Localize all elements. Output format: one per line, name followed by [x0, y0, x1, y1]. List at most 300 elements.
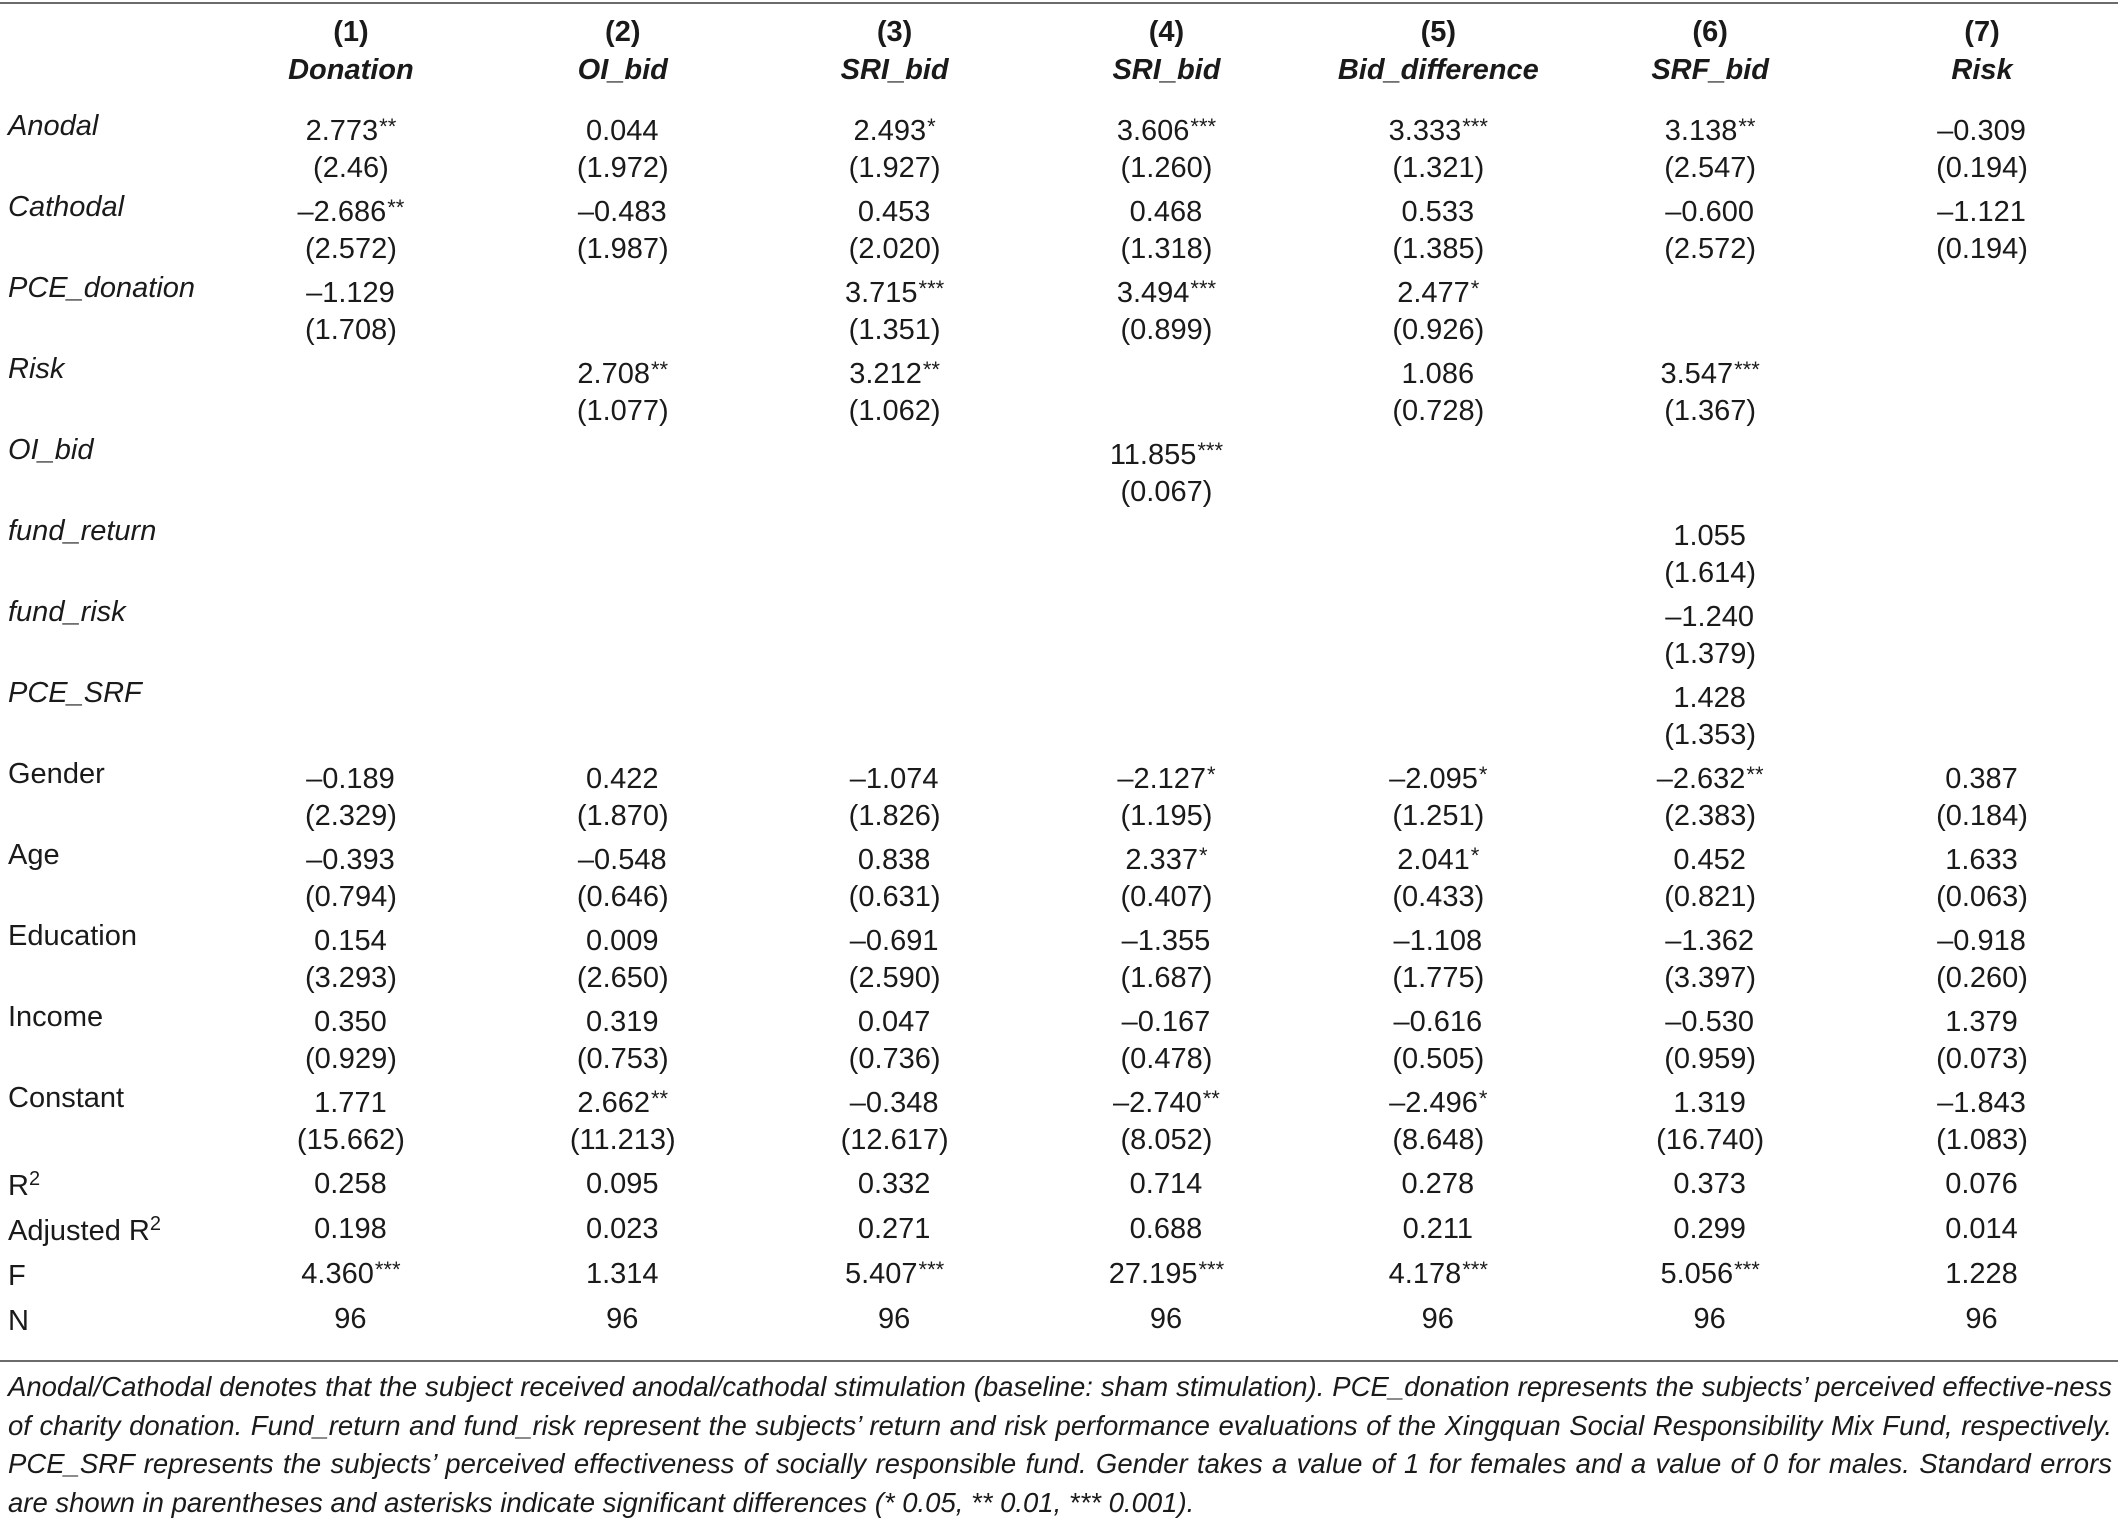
- standard-error: (0.929): [304, 1043, 397, 1075]
- coefficient-line: [1846, 756, 2118, 798]
- coefficient-line: [759, 999, 1031, 1041]
- coefficient-cell: [1574, 918, 1846, 999]
- standard-error: (2.020): [848, 233, 941, 265]
- coefficient-line: [487, 270, 759, 312]
- coefficient-cell: [1031, 189, 1303, 270]
- coefficient-line: [759, 513, 1031, 555]
- significance-stars: *: [1470, 843, 1480, 868]
- standard-error: (0.794): [304, 881, 397, 913]
- stat-value: 0.211: [1402, 1213, 1473, 1245]
- standard-error: (1.708): [304, 314, 397, 346]
- significance-stars: **: [387, 195, 405, 220]
- column-header: (4) SRI_bid: [1112, 16, 1221, 86]
- coefficient-line: [487, 513, 759, 555]
- standard-error: (2.572): [304, 233, 397, 265]
- coefficient-value: –1.074: [849, 763, 939, 795]
- coefficient-value: 0.453: [857, 196, 931, 228]
- stat-label: [0, 1296, 215, 1341]
- stat-value: 96: [1421, 1303, 1454, 1335]
- coefficient-cell: [215, 108, 487, 189]
- coefficient-value: –2.127: [1117, 763, 1207, 795]
- coefficient-line: [759, 675, 1031, 717]
- coefficient-line: [1846, 594, 2118, 636]
- coefficient-line: [1302, 918, 1574, 960]
- table-row: [0, 918, 2118, 999]
- coefficient-value: 3.333: [1388, 115, 1462, 147]
- coefficient-line: [759, 432, 1031, 474]
- coefficient-line: [1574, 756, 1846, 798]
- significance-stars: ***: [374, 1257, 401, 1282]
- stat-value: 5.056: [1660, 1258, 1734, 1290]
- coefficient-line: [1574, 270, 1846, 312]
- coefficient-cell: [487, 837, 759, 918]
- standard-error: (2.650): [576, 962, 669, 994]
- stat-label: [0, 1206, 215, 1251]
- coefficient-line: [759, 189, 1031, 231]
- stat-value: 27.195: [1108, 1258, 1198, 1290]
- stat-row: [0, 1161, 2118, 1206]
- coefficient-value: 1.379: [1945, 1006, 2018, 1038]
- table-row: [0, 270, 2118, 351]
- coefficient-cell: [1846, 918, 2118, 999]
- coefficient-cell: [215, 999, 487, 1080]
- coefficient-cell: [487, 999, 759, 1080]
- stat-value: 0.299: [1673, 1213, 1746, 1245]
- coefficient-cell: [759, 270, 1031, 351]
- standard-error: (2.329): [304, 800, 397, 832]
- column-header: (2) OI_bid: [577, 16, 668, 86]
- stat-cell: [1031, 1296, 1303, 1341]
- standard-error: (0.433): [1392, 881, 1485, 913]
- coefficient-line: [487, 675, 759, 717]
- coefficient-line: [1846, 918, 2118, 960]
- coefficient-value: –0.309: [1937, 115, 2026, 147]
- coefficient-cell: [1031, 108, 1303, 189]
- stat-value: 0.198: [314, 1213, 387, 1245]
- stat-label: [0, 1251, 215, 1296]
- coefficient-line: [1031, 756, 1303, 798]
- stat-cell: [215, 1206, 487, 1251]
- coefficient-cell: [1302, 918, 1574, 999]
- stat-value: 96: [877, 1303, 911, 1335]
- significance-stars: ***: [1197, 438, 1224, 463]
- stat-cell: [1574, 1296, 1846, 1341]
- row-label: Education: [8, 920, 137, 952]
- stat-row: [0, 1251, 2118, 1296]
- standard-error: (0.505): [1392, 1043, 1485, 1075]
- stat-cell: [487, 1206, 759, 1251]
- stat-cell: [487, 1296, 759, 1341]
- stat-cell: [487, 1161, 759, 1206]
- coefficient-cell: [1031, 513, 1303, 594]
- significance-stars: *: [1207, 762, 1216, 787]
- coefficient-cell: [1846, 594, 2118, 675]
- row-label: fund_return: [8, 515, 157, 547]
- coefficient-cell: [1031, 837, 1303, 918]
- standard-error: (8.052): [1120, 1124, 1213, 1156]
- coefficient-cell: [759, 108, 1031, 189]
- significance-stars: ***: [918, 276, 945, 301]
- significance-stars: **: [1738, 114, 1756, 139]
- coefficient-value: 0.468: [1129, 196, 1203, 228]
- standard-error: (0.184): [1936, 800, 2028, 832]
- coefficient-line: [1574, 594, 1846, 636]
- coefficient-cell: [759, 594, 1031, 675]
- coefficient-cell: [1031, 756, 1303, 837]
- standard-error: (1.353): [1664, 719, 1757, 751]
- standard-error: (0.063): [1936, 881, 2028, 913]
- significance-stars: ***: [1462, 1257, 1488, 1282]
- coefficient-line: [1846, 351, 2118, 393]
- standard-error: (0.407): [1120, 881, 1213, 913]
- coefficient-value: 2.493: [853, 115, 927, 147]
- coefficient-line: [1302, 675, 1574, 717]
- stat-cell: [1574, 1251, 1846, 1296]
- coefficient-line: [1302, 270, 1574, 312]
- coefficient-cell: [759, 675, 1031, 756]
- coefficient-cell: [1574, 756, 1846, 837]
- coefficient-cell: [487, 513, 759, 594]
- table-row: [0, 432, 2118, 513]
- row-label: Income: [8, 1001, 104, 1033]
- footnote-text: Anodal/Cathodal denotes that the subject received anodal/cathodal stimulation (baseline: sham stimulation). PCE_donation represents the subjects’ perceived effective-ness of charity donation. Fund_return and fund_risk represent the subjects’ return and risk performance evaluations of the Xingquan Social Responsibility Mix Fund, respectively. PCE_SRF represents the subjects’ perceived effectiveness of socially responsible fund. Gender takes a value of 1 for females and a value of 0 for males. Standard errors are shown in parentheses and asterisks indicate significant differences (* 0.05, ** 0.01, *** 0.001).: [8, 1371, 2112, 1518]
- coefficient-value: 0.387: [1945, 763, 2018, 795]
- standard-error: (1.077): [576, 395, 669, 427]
- standard-error: (1.321): [1392, 152, 1485, 184]
- standard-error: (3.397): [1664, 962, 1757, 994]
- row-label: Gender: [8, 758, 105, 790]
- coefficient-line: [215, 351, 487, 393]
- significance-stars: ***: [1190, 114, 1217, 139]
- coefficient-cell: [1846, 756, 2118, 837]
- standard-error: (0.194): [1936, 152, 2028, 184]
- coefficient-value: –2.686: [297, 196, 387, 228]
- coefficient-cell: [1302, 351, 1574, 432]
- coefficient-line: [1302, 999, 1574, 1041]
- stat-value: 96: [1965, 1303, 1998, 1335]
- coefficient-cell: [1574, 351, 1846, 432]
- row-label: Cathodal: [8, 191, 125, 223]
- standard-error: (1.195): [1120, 800, 1213, 832]
- stat-value: 0.023: [585, 1213, 659, 1245]
- standard-error: (1.367): [1664, 395, 1757, 427]
- stat-cell: [1031, 1206, 1303, 1251]
- regression-table: [0, 13, 2118, 1341]
- coefficient-line: [215, 108, 487, 150]
- standard-error: (2.46): [313, 152, 389, 184]
- coefficient-value: –1.355: [1121, 925, 1211, 957]
- coefficient-value: 2.662: [577, 1087, 650, 1119]
- coefficient-value: 3.715: [844, 277, 918, 309]
- coefficient-cell: [1574, 108, 1846, 189]
- coefficient-cell: [487, 432, 759, 513]
- table-row: [0, 108, 2118, 189]
- stat-cell: [487, 1251, 759, 1296]
- standard-error: (1.318): [1120, 233, 1213, 265]
- coefficient-value: 1.428: [1673, 682, 1746, 714]
- coefficient-line: [759, 837, 1031, 879]
- coefficient-cell: [215, 837, 487, 918]
- stat-cell: [1031, 1251, 1303, 1296]
- coefficient-value: –0.530: [1665, 1006, 1754, 1038]
- standard-error: (12.617): [840, 1124, 949, 1156]
- coefficient-value: –2.632: [1656, 763, 1746, 795]
- coefficient-value: 1.086: [1401, 358, 1475, 390]
- standard-error: (1.351): [848, 314, 941, 346]
- stat-label-superscript: 2: [149, 1213, 161, 1235]
- standard-error: (0.194): [1936, 233, 2028, 265]
- coefficient-line: [1031, 918, 1303, 960]
- stat-cell: [1302, 1161, 1574, 1206]
- stat-label-text: F: [8, 1260, 26, 1292]
- coefficient-line: [1574, 513, 1846, 555]
- coefficient-cell: [759, 189, 1031, 270]
- coefficient-cell: [1846, 270, 2118, 351]
- coefficient-cell: [215, 189, 487, 270]
- header-label-cell: [0, 13, 215, 108]
- header-row: [0, 13, 2118, 108]
- coefficient-line: [215, 918, 487, 960]
- standard-error: (0.821): [1664, 881, 1757, 913]
- significance-stars: **: [1202, 1086, 1220, 1111]
- coefficient-cell: [1031, 432, 1303, 513]
- coefficient-cell: [1302, 837, 1574, 918]
- significance-stars: *: [1470, 276, 1480, 301]
- coefficient-value: 0.533: [1401, 196, 1475, 228]
- table-row: [0, 999, 2118, 1080]
- coefficient-value: –2.740: [1113, 1087, 1202, 1119]
- coefficient-value: –1.108: [1393, 925, 1483, 957]
- coefficient-cell: [759, 1080, 1031, 1161]
- table-row: [0, 675, 2118, 756]
- coefficient-cell: [1031, 999, 1303, 1080]
- significance-stars: ***: [1734, 357, 1760, 382]
- coefficient-line: [1031, 108, 1303, 150]
- coefficient-cell: [215, 513, 487, 594]
- coefficient-line: [487, 189, 759, 231]
- row-label: Risk: [8, 353, 65, 385]
- coefficient-cell: [1574, 999, 1846, 1080]
- standard-error: (16.740): [1656, 1124, 1765, 1156]
- column-header: (3) SRI_bid: [840, 16, 949, 86]
- stat-value: 0.373: [1673, 1168, 1746, 1200]
- significance-stars: *: [1478, 762, 1488, 787]
- coefficient-cell: [759, 351, 1031, 432]
- coefficient-value: 2.337: [1125, 844, 1198, 876]
- stat-value: 0.332: [857, 1168, 931, 1200]
- row-label: Anodal: [8, 110, 99, 142]
- significance-stars: **: [650, 1086, 669, 1111]
- coefficient-line: [1031, 594, 1303, 636]
- coefficient-value: –0.600: [1665, 196, 1754, 228]
- coefficient-cell: [215, 594, 487, 675]
- coefficient-cell: [1302, 432, 1574, 513]
- coefficient-line: [1031, 270, 1303, 312]
- row-label: fund_risk: [8, 596, 126, 628]
- coefficient-cell: [1574, 432, 1846, 513]
- coefficient-cell: [759, 756, 1031, 837]
- coefficient-line: [1574, 675, 1846, 717]
- standard-error: (2.572): [1664, 233, 1757, 265]
- coefficient-line: [1031, 432, 1303, 474]
- coefficient-line: [1846, 513, 2118, 555]
- standard-error: (3.293): [304, 962, 397, 994]
- coefficient-value: 0.422: [585, 763, 659, 795]
- standard-error: (0.067): [1120, 476, 1213, 508]
- standard-error: (1.614): [1664, 557, 1757, 589]
- coefficient-cell: [759, 999, 1031, 1080]
- stat-cell: [759, 1206, 1031, 1251]
- coefficient-cell: [759, 513, 1031, 594]
- coefficient-value: –0.918: [1937, 925, 2026, 957]
- coefficient-value: 3.138: [1664, 115, 1738, 147]
- coefficient-line: [1574, 351, 1846, 393]
- stat-value: 96: [1149, 1303, 1183, 1335]
- coefficient-value: 0.154: [314, 925, 387, 957]
- coefficient-cell: [215, 1080, 487, 1161]
- coefficient-line: [1302, 513, 1574, 555]
- standard-error: (1.775): [1392, 962, 1485, 994]
- coefficient-line: [1031, 189, 1303, 231]
- coefficient-line: [759, 918, 1031, 960]
- row-label: Constant: [8, 1082, 125, 1114]
- row-label: PCE_donation: [8, 272, 196, 304]
- coefficient-line: [215, 432, 487, 474]
- coefficient-line: [487, 1080, 759, 1122]
- stat-cell: [1031, 1161, 1303, 1206]
- coefficient-line: [1574, 837, 1846, 879]
- standard-error: (2.383): [1664, 800, 1757, 832]
- stat-value: 0.688: [1129, 1213, 1203, 1245]
- standard-error: (2.590): [848, 962, 941, 994]
- standard-error: (1.987): [576, 233, 669, 265]
- stat-cell: [1574, 1206, 1846, 1251]
- stat-cell: [1846, 1161, 2118, 1206]
- coefficient-value: 2.041: [1397, 844, 1470, 876]
- coefficient-cell: [1302, 675, 1574, 756]
- coefficient-value: 1.055: [1673, 520, 1746, 552]
- coefficient-cell: [1031, 351, 1303, 432]
- standard-error: (0.728): [1392, 395, 1485, 427]
- standard-error: (1.379): [1664, 638, 1757, 670]
- stat-value: 0.014: [1945, 1213, 2018, 1245]
- coefficient-cell: [487, 675, 759, 756]
- stat-cell: [759, 1251, 1031, 1296]
- coefficient-line: [487, 756, 759, 798]
- coefficient-line: [215, 270, 487, 312]
- coefficient-line: [1846, 108, 2118, 150]
- coefficient-cell: [487, 189, 759, 270]
- coefficient-value: –0.691: [849, 925, 939, 957]
- top-rule: [0, 2, 2118, 4]
- coefficient-line: [487, 594, 759, 636]
- stat-cell: [1846, 1206, 2118, 1251]
- coefficient-line: [215, 513, 487, 555]
- standard-error: (1.687): [1120, 962, 1213, 994]
- coefficient-cell: [487, 756, 759, 837]
- significance-stars: **: [1746, 762, 1764, 787]
- standard-error: (0.736): [848, 1043, 941, 1075]
- coefficient-line: [759, 108, 1031, 150]
- coefficient-cell: [1031, 594, 1303, 675]
- coefficient-line: [1302, 594, 1574, 636]
- column-header: (6) SRF_bid: [1651, 16, 1769, 86]
- coefficient-line: [215, 756, 487, 798]
- coefficient-cell: [759, 432, 1031, 513]
- significance-stars: *: [1198, 843, 1208, 868]
- table-row: [0, 756, 2118, 837]
- coefficient-value: 3.547: [1660, 358, 1734, 390]
- coefficient-line: [1574, 432, 1846, 474]
- coefficient-value: 0.319: [585, 1006, 659, 1038]
- coefficient-value: –0.393: [306, 844, 395, 876]
- coefficient-line: [1846, 270, 2118, 312]
- stat-value: 5.407: [844, 1258, 918, 1290]
- stat-cell: [215, 1161, 487, 1206]
- coefficient-line: [487, 432, 759, 474]
- coefficient-value: –0.189: [306, 763, 395, 795]
- significance-stars: **: [922, 357, 940, 382]
- coefficient-value: 2.477: [1397, 277, 1470, 309]
- significance-stars: *: [927, 114, 936, 139]
- coefficient-cell: [1846, 513, 2118, 594]
- standard-error: (0.478): [1120, 1043, 1213, 1075]
- column-header: (7) Risk: [1951, 16, 2013, 86]
- coefficient-cell: [487, 918, 759, 999]
- coefficient-cell: [215, 432, 487, 513]
- stat-cell: [1302, 1251, 1574, 1296]
- coefficient-line: [759, 351, 1031, 393]
- table-row: [0, 189, 2118, 270]
- coefficient-cell: [1031, 270, 1303, 351]
- coefficient-value: 0.009: [585, 925, 659, 957]
- stat-cell: [1846, 1251, 2118, 1296]
- stat-cell: [1846, 1296, 2118, 1341]
- coefficient-cell: [1846, 675, 2118, 756]
- significance-stars: ***: [1462, 114, 1488, 139]
- stat-value: 0.278: [1401, 1168, 1475, 1200]
- coefficient-line: [1031, 999, 1303, 1041]
- coefficient-cell: [1574, 1080, 1846, 1161]
- coefficient-line: [1846, 999, 2118, 1041]
- coefficient-value: 0.350: [314, 1006, 387, 1038]
- coefficient-line: [1031, 1080, 1303, 1122]
- coefficient-cell: [1574, 270, 1846, 351]
- coefficient-cell: [1302, 270, 1574, 351]
- table-row: [0, 513, 2118, 594]
- coefficient-value: –0.348: [849, 1087, 939, 1119]
- coefficient-cell: [487, 108, 759, 189]
- coefficient-line: [1574, 1080, 1846, 1122]
- table-body: [0, 108, 2118, 1341]
- coefficient-cell: [1574, 837, 1846, 918]
- stat-value: 96: [1693, 1303, 1726, 1335]
- coefficient-value: 3.606: [1116, 115, 1190, 147]
- coefficient-cell: [1302, 756, 1574, 837]
- coefficient-line: [487, 837, 759, 879]
- coefficient-line: [1031, 675, 1303, 717]
- coefficient-cell: [487, 270, 759, 351]
- standard-error: (1.083): [1936, 1124, 2028, 1156]
- coefficient-cell: [759, 837, 1031, 918]
- coefficient-line: [1302, 837, 1574, 879]
- coefficient-cell: [1302, 513, 1574, 594]
- standard-error: (0.073): [1936, 1043, 2028, 1075]
- stat-row: [0, 1206, 2118, 1251]
- coefficient-value: –0.167: [1121, 1006, 1211, 1038]
- stat-value: 96: [334, 1303, 367, 1335]
- stat-value: 1.314: [585, 1258, 659, 1290]
